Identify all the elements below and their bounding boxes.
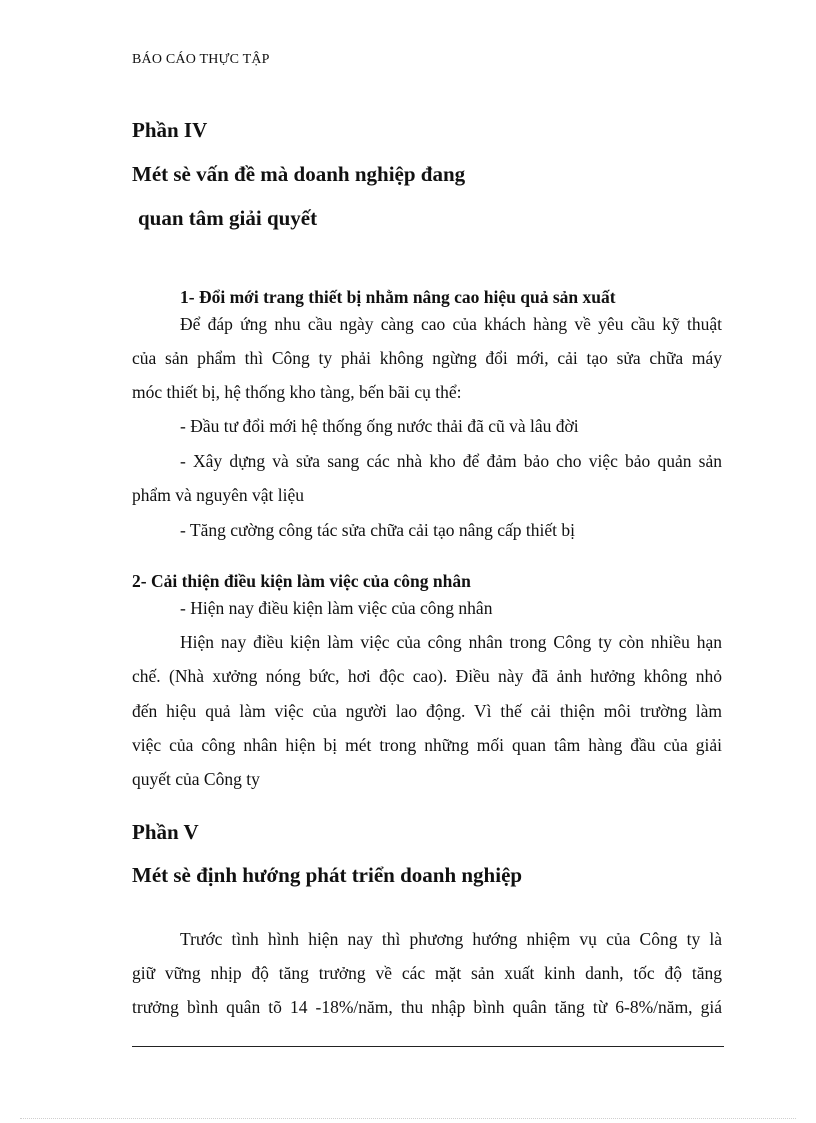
section-2-paragraph-line: chế. (Nhà xưởng nóng bức, hơi độc cao). Điều này đã ảnh hưởng không nhỏ (132, 666, 722, 686)
part-4-subtitle-line-2: quan tâm giải quyết (138, 206, 318, 230)
part-5-subtitle: Mét sè định hướng phát triển doanh nghiệp (132, 863, 523, 887)
section-2-bullet: - Hiện nay điều kiện làm việc của công nhân (180, 598, 493, 618)
part-5-paragraph-line: giữ vững nhịp độ tăng trưởng về các mặt sản xuất kinh danh, tốc độ tăng (132, 963, 722, 983)
page-edge-divider (20, 1118, 796, 1119)
section-1-heading: 1- Đổi mới trang thiết bị nhằm nâng cao hiệu quả sản xuất (180, 287, 616, 307)
section-1-bullet: - Đầu tư đổi mới hệ thống ống nước thải đã cũ và lâu đời (180, 416, 579, 436)
section-1-paragraph-line: của sản phẩm thì Công ty phải không ngừng đổi mới, cải tạo sửa chữa máy (132, 348, 722, 368)
page-header: BÁO CÁO THỰC TẬP (132, 52, 270, 67)
section-1-paragraph-line: Để đáp ứng nhu cầu ngày càng cao của khách hàng về yêu cầu kỹ thuật (180, 314, 722, 334)
footer-rule (132, 1046, 724, 1047)
section-1-bullet: - Tăng cường công tác sửa chữa cải tạo nâng cấp thiết bị (180, 520, 576, 540)
part-5-paragraph-line: trưởng bình quân tõ 14 -18%/năm, thu nhập bình quân tăng từ 6-8%/năm, giá (132, 997, 722, 1017)
section-1-bullet-continuation: phẩm và nguyên vật liệu (132, 485, 305, 505)
part-4-subtitle-line-1: Mét sè vấn đề mà doanh nghiệp đang (132, 162, 466, 186)
section-2-paragraph-line: Hiện nay điều kiện làm việc của công nhân trong Công ty còn nhiều hạn (180, 632, 722, 652)
section-2-paragraph-line: đến hiệu quả làm việc của người lao động. Vì thế cải thiện môi trường làm (132, 701, 722, 721)
section-1-paragraph-line: móc thiết bị, hệ thống kho tàng, bến bãi cụ thể: (132, 382, 462, 402)
section-1-bullet: - Xây dựng và sửa sang các nhà kho để đảm bảo cho việc bảo quản sản (180, 451, 722, 471)
part-5-title: Phần V (132, 820, 199, 844)
section-2-paragraph-line: việc của công nhân hiện bị mét trong những mối quan tâm hàng đầu của giải (132, 735, 722, 755)
section-2-heading: 2- Cải thiện điều kiện làm việc của công nhân (132, 571, 471, 591)
section-2-paragraph-line: quyết của Công ty (132, 769, 260, 789)
part-5-paragraph-line: Trước tình hình hiện nay thì phương hướng nhiệm vụ của Công ty là (180, 929, 722, 949)
part-4-title: Phần IV (132, 118, 208, 142)
